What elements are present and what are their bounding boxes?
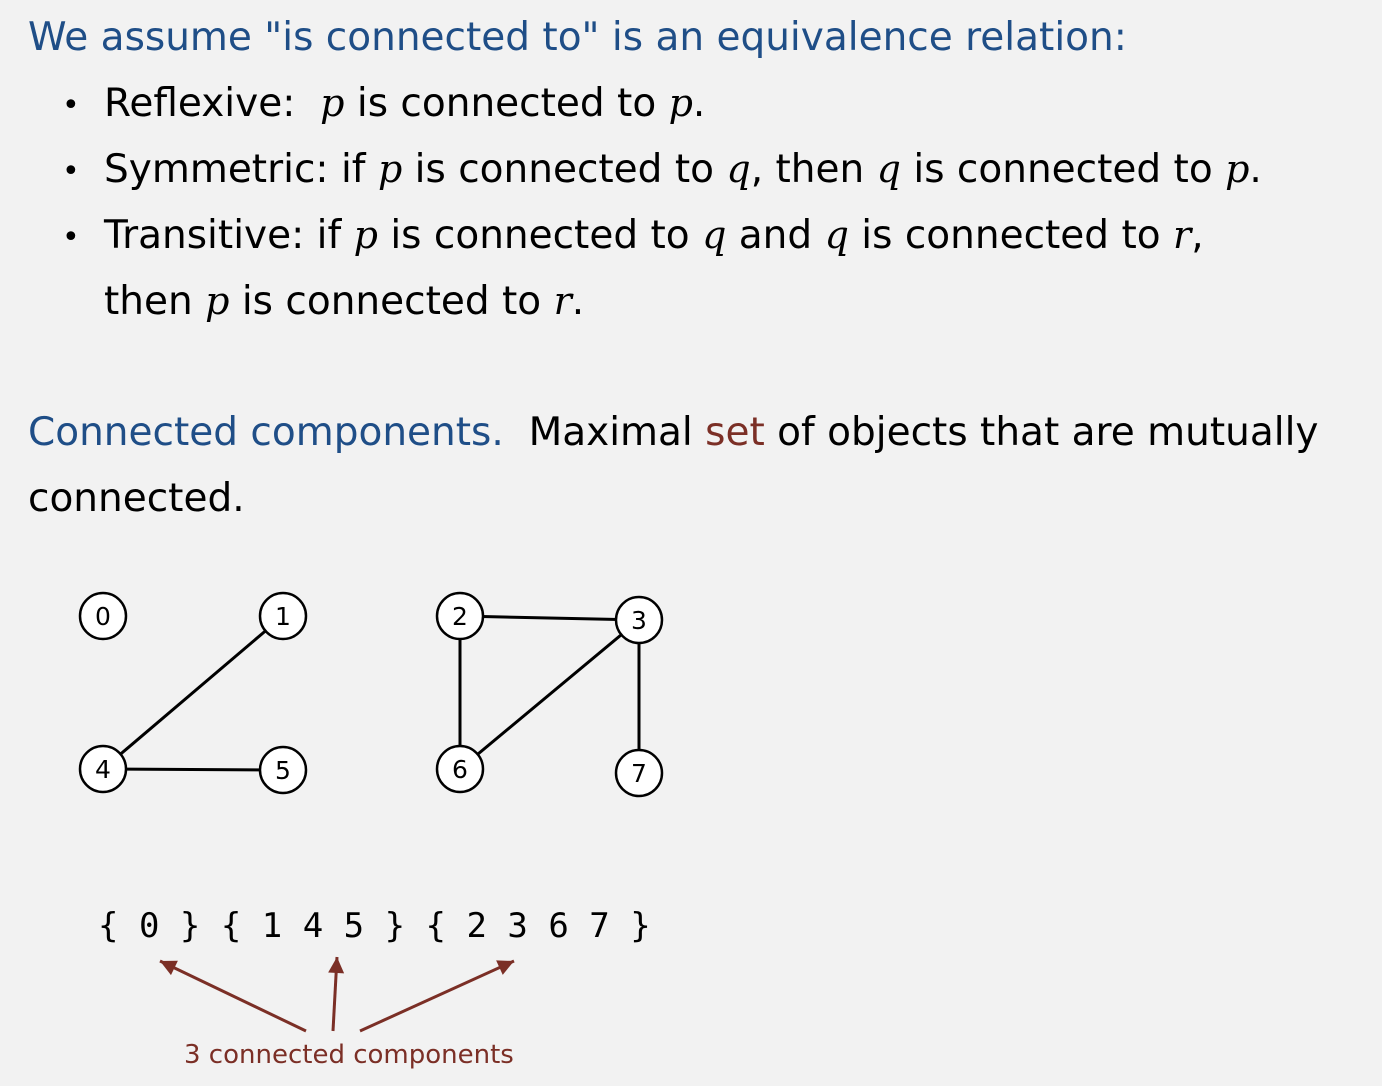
annotation-arrows (160, 957, 514, 1031)
bullet-dot: • (62, 154, 80, 189)
math-var: r (1173, 213, 1192, 257)
intro-heading: We assume "is connected to" is an equivalence relation: (28, 15, 1127, 60)
math-var: p (1225, 147, 1250, 191)
transitive-text: is connected to (229, 279, 554, 324)
math-var: p (377, 147, 403, 191)
math-var: q (876, 147, 901, 191)
transitive-text: and (726, 213, 825, 258)
punctuation: . (1249, 147, 1262, 192)
bullet-dot: • (62, 220, 80, 255)
graph-nodes (80, 593, 662, 796)
math-var: r (553, 279, 572, 323)
graph-node-6 (437, 746, 483, 792)
node-label: 6 (452, 755, 468, 784)
definition-highlight: set (705, 410, 765, 455)
math-var: p (205, 279, 230, 323)
math-var: p (320, 81, 345, 125)
definition-term: Connected components. (28, 410, 504, 455)
math-var: q (824, 213, 849, 257)
annotation-arrow-1 (160, 961, 306, 1031)
graph-edge-1-4 (103, 616, 283, 769)
punctuation: . (571, 279, 585, 324)
symmetric-text: is connected to (402, 147, 727, 192)
components-caption: 3 connected components (184, 1040, 514, 1070)
graph-edge-2-3 (460, 616, 639, 620)
math-var: q (726, 147, 751, 191)
transitive-label: Transitive: (104, 213, 305, 258)
graph-node-2 (437, 593, 483, 639)
bullet-dot: • (62, 88, 80, 123)
symmetric-label: Symmetric: (104, 147, 329, 192)
punctuation: . (692, 81, 706, 126)
math-var: p (668, 81, 693, 125)
node-label: 0 (95, 602, 111, 631)
definition-text: of objects that are mutually (764, 410, 1319, 455)
node-label: 5 (275, 756, 291, 785)
definition-text: Maximal (528, 410, 706, 455)
components-list: { 0 } { 1 4 5 } { 2 3 6 7 } (98, 906, 651, 946)
transitive-text: is connected to (848, 213, 1174, 258)
symmetric-text: if (340, 147, 378, 192)
graph-edges (103, 616, 639, 773)
symmetric-text: is connected to (900, 147, 1226, 192)
node-label: 4 (95, 755, 111, 784)
graph-node-5 (260, 747, 306, 793)
definition-line-2: connected. (28, 476, 245, 521)
node-label: 3 (631, 606, 647, 635)
transitive-text: is connected to (377, 213, 703, 258)
math-var: q (702, 213, 727, 257)
node-label: 7 (631, 759, 647, 788)
symmetric-text: , then (750, 147, 877, 192)
math-var: p (353, 213, 378, 257)
reflexive-label: Reflexive: (104, 81, 296, 126)
node-label: 1 (275, 602, 291, 631)
punctuation: , (1191, 213, 1204, 258)
graph-node-1 (260, 593, 306, 639)
graph-node-3 (616, 597, 662, 643)
graph-node-0 (80, 593, 126, 639)
graph-edge-3-6 (460, 620, 639, 769)
graph-node-4 (80, 746, 126, 792)
transitive-text: if (304, 213, 354, 258)
transitive-text: then (104, 279, 206, 324)
node-label: 2 (452, 602, 468, 631)
graph-edge-4-5 (103, 769, 283, 770)
annotation-arrowhead-2 (328, 957, 344, 973)
graph-node-7 (616, 750, 662, 796)
reflexive-text: is connected to (344, 81, 669, 126)
annotation-arrow-3 (360, 961, 514, 1031)
